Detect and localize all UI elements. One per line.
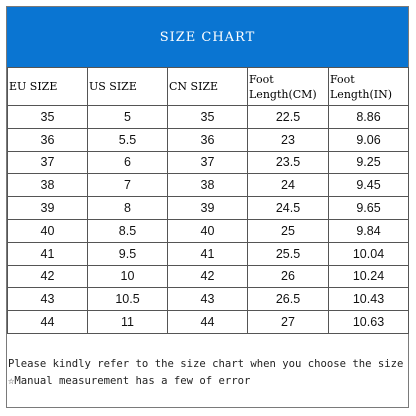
cell-foot-length-in: 10.04	[329, 242, 409, 265]
cell-us-size: 6	[88, 151, 168, 174]
cell-us-size: 7	[88, 174, 168, 197]
cell-eu-size: 38	[8, 174, 88, 197]
table-row	[8, 219, 409, 242]
cell-us-size: 10	[88, 265, 168, 288]
cell-cn-size: 37	[168, 151, 248, 174]
size-chart-card	[6, 6, 409, 408]
cell-us-size: 8	[88, 197, 168, 220]
cell-eu-size: 35	[8, 106, 88, 129]
cell-cn-size: 38	[168, 174, 248, 197]
size-note-measurement: ☆Manual measurement has a few of error	[8, 375, 251, 387]
cell-eu-size: 40	[8, 219, 88, 242]
column-header-foot-length-cm: Foot Length(CM)	[248, 68, 329, 106]
size-note-refer: Please kindly refer to the size chart when you choose the size	[8, 358, 404, 370]
cell-cn-size: 40	[168, 219, 248, 242]
cell-foot-length-in: 9.65	[329, 197, 409, 220]
cell-us-size: 10.5	[88, 288, 168, 311]
cell-eu-size: 42	[8, 265, 88, 288]
table-row	[8, 265, 409, 288]
table-row	[8, 128, 409, 151]
cell-foot-length-in: 10.43	[329, 288, 409, 311]
cell-foot-length-in: 10.24	[329, 265, 409, 288]
cell-eu-size: 41	[8, 242, 88, 265]
cell-eu-size: 39	[8, 197, 88, 220]
column-header-us-size: US SIZE	[88, 68, 168, 106]
cell-cn-size: 42	[168, 265, 248, 288]
cell-foot-length-in: 8.86	[329, 106, 409, 129]
cell-cn-size: 36	[168, 128, 248, 151]
cell-foot-length-in: 10.63	[329, 311, 409, 334]
cell-foot-length-cm: 25.5	[248, 242, 329, 265]
cell-foot-length-cm: 24.5	[248, 197, 329, 220]
table-row	[8, 242, 409, 265]
cell-cn-size: 44	[168, 311, 248, 334]
cell-cn-size: 41	[168, 242, 248, 265]
cell-us-size: 5	[88, 106, 168, 129]
column-header-cn-size: CN SIZE	[168, 68, 248, 106]
cell-cn-size: 39	[168, 197, 248, 220]
cell-foot-length-cm: 24	[248, 174, 329, 197]
column-header-foot-length-in: Foot Length(IN)	[329, 68, 409, 106]
cell-foot-length-cm: 23.5	[248, 151, 329, 174]
table-row	[8, 288, 409, 311]
cell-us-size: 9.5	[88, 242, 168, 265]
cell-foot-length-cm: 22.5	[248, 106, 329, 129]
table-row	[8, 106, 409, 129]
cell-eu-size: 36	[8, 128, 88, 151]
table-row	[8, 151, 409, 174]
cell-eu-size: 37	[8, 151, 88, 174]
cell-cn-size: 35	[168, 106, 248, 129]
table-header-row	[8, 68, 409, 106]
cell-foot-length-cm: 26.5	[248, 288, 329, 311]
cell-eu-size: 44	[8, 311, 88, 334]
cell-us-size: 5.5	[88, 128, 168, 151]
cell-foot-length-cm: 23	[248, 128, 329, 151]
cell-foot-length-cm: 25	[248, 219, 329, 242]
table-row	[8, 197, 409, 220]
chart-title: SIZE CHART	[7, 7, 408, 68]
cell-foot-length-cm: 26	[248, 265, 329, 288]
cell-cn-size: 43	[168, 288, 248, 311]
column-header-eu-size: EU SIZE	[8, 68, 88, 106]
cell-foot-length-in: 9.45	[329, 174, 409, 197]
table-row	[8, 174, 409, 197]
cell-foot-length-cm: 27	[248, 311, 329, 334]
cell-foot-length-in: 9.84	[329, 219, 409, 242]
size-notes	[7, 333, 408, 407]
cell-foot-length-in: 9.06	[329, 128, 409, 151]
cell-us-size: 8.5	[88, 219, 168, 242]
cell-us-size: 11	[88, 311, 168, 334]
table-row	[8, 311, 409, 334]
cell-foot-length-in: 9.25	[329, 151, 409, 174]
size-table	[7, 67, 409, 334]
cell-eu-size: 43	[8, 288, 88, 311]
